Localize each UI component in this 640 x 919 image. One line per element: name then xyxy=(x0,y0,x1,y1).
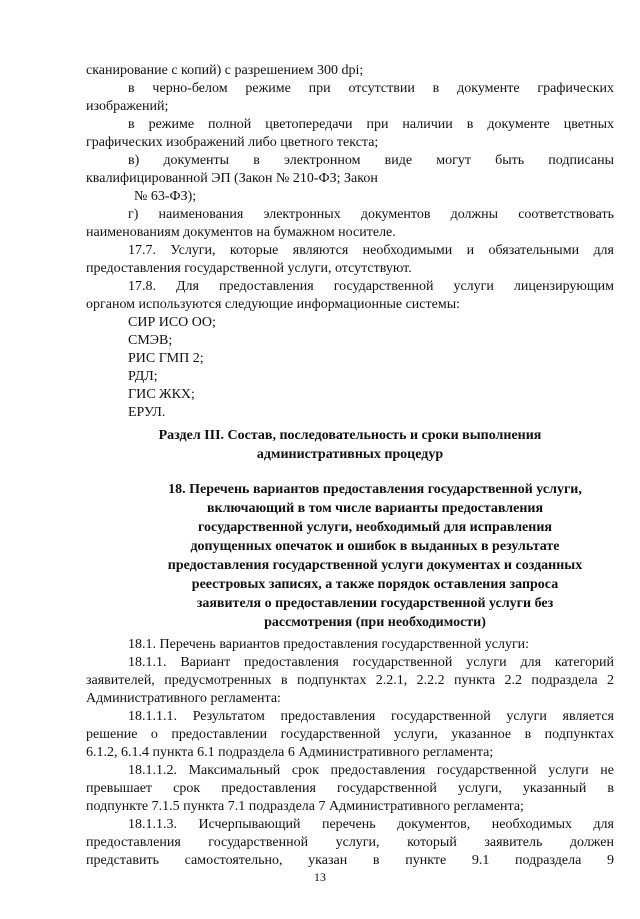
heading-line: административных процедур xyxy=(256,447,444,462)
text-line: наименованиям документов на бумажном носителе. xyxy=(86,225,396,240)
heading-line: допущенных опечаток и ошибок в выданных в результате xyxy=(190,539,560,554)
text-line: органом используются следующие информационные системы: xyxy=(86,297,460,312)
text-line: 18.1.1.2. Максимальный срок предоставления государственной услуги не xyxy=(128,763,614,778)
text-line: подпункте 7.1.5 пункта 7.1 подраздела 7 Административного регламента; xyxy=(86,799,524,814)
text-line: изображений; xyxy=(86,99,169,114)
section-heading xyxy=(130,426,570,464)
text-line: Административного регламента: xyxy=(86,691,281,706)
heading-line: 18. Перечень вариантов предоставления государственной услуги, xyxy=(168,482,582,497)
heading-line: предоставления государственной услуги документах и созданных xyxy=(167,558,583,573)
text-line: 17.7. Услуги, которые являются необходимыми и обязательными для xyxy=(128,243,614,258)
subsection-heading xyxy=(150,480,600,632)
text-line: сканирование с копий) с разрешением 300 dpi; xyxy=(86,63,364,78)
list-item: СМЭВ; xyxy=(128,333,173,348)
text-line: 18.1.1.1. Результатом предоставления государственной услуги является xyxy=(128,709,614,724)
text-line: 18.1.1. Вариант предоставления государственной услуги для категорий xyxy=(128,655,614,670)
text-line: представить самостоятельно, указан в пункте 9.1 подраздела 9 xyxy=(86,853,614,868)
text-line: в черно-белом режиме при отсутствии в документе графических xyxy=(128,81,614,96)
text-line: предоставления государственной услуги, который заявитель должен xyxy=(86,835,614,850)
list-item: ЕРУЛ. xyxy=(128,405,166,420)
page-number: 13 xyxy=(314,870,326,884)
list-item: СИР ИСО ОО; xyxy=(128,315,216,330)
heading-line: государственной услуги, необходимый для исправления xyxy=(198,520,552,535)
list-item: РДЛ; xyxy=(128,369,158,384)
text-line: квалифицированной ЭП (Закон № 210-ФЗ; Закон xyxy=(86,171,378,186)
list-item: ГИС ЖКХ; xyxy=(128,387,195,402)
text-line: заявителей, предусмотренных в подпунктах 2.2.1, 2.2.2 пункта 2.2 подраздела 2 xyxy=(86,673,614,688)
text-line: 17.8. Для предоставления государственной услуги лицензирующим xyxy=(128,279,614,294)
list-item: РИС ГМП 2; xyxy=(128,351,204,366)
text-line: 6.1.2, 6.1.4 пункта 6.1 подраздела 6 Административного регламента; xyxy=(86,745,494,760)
text-line: превышает срок предоставления государственной услуги, указанный в xyxy=(86,781,614,796)
text-line: решение о предоставлении государственной услуги, указанное в подпунктах xyxy=(86,727,614,742)
heading-line: реестровых записях, а также порядок оставления запроса xyxy=(191,577,559,592)
heading-line: включающий в том числе варианты предоставления xyxy=(206,501,544,516)
heading-line: заявителя о предоставлении государственной услуги без xyxy=(196,596,554,611)
text-line: графических изображений либо цветного текста; xyxy=(86,135,379,150)
text-line: в) документы в электронном виде могут быть подписаны xyxy=(128,153,614,168)
text-line: 18.1.1.3. Исчерпывающий перечень документов, необходимых для xyxy=(128,817,614,832)
text-line: 18.1. Перечень вариантов предоставления государственной услуги: xyxy=(128,637,530,652)
text-line: в режиме полной цветопередачи при наличии в документе цветных xyxy=(128,117,614,132)
heading-line: Раздел III. Состав, последовательность и сроки выполнения xyxy=(158,428,542,443)
text-line: № 63-ФЗ); xyxy=(134,189,197,204)
text-line: предоставления государственной услуги, отсутствуют. xyxy=(86,261,412,276)
heading-line: рассмотрения (при необходимости) xyxy=(264,615,486,630)
text-line: г) наименования электронных документов должны соответствовать xyxy=(128,207,614,222)
